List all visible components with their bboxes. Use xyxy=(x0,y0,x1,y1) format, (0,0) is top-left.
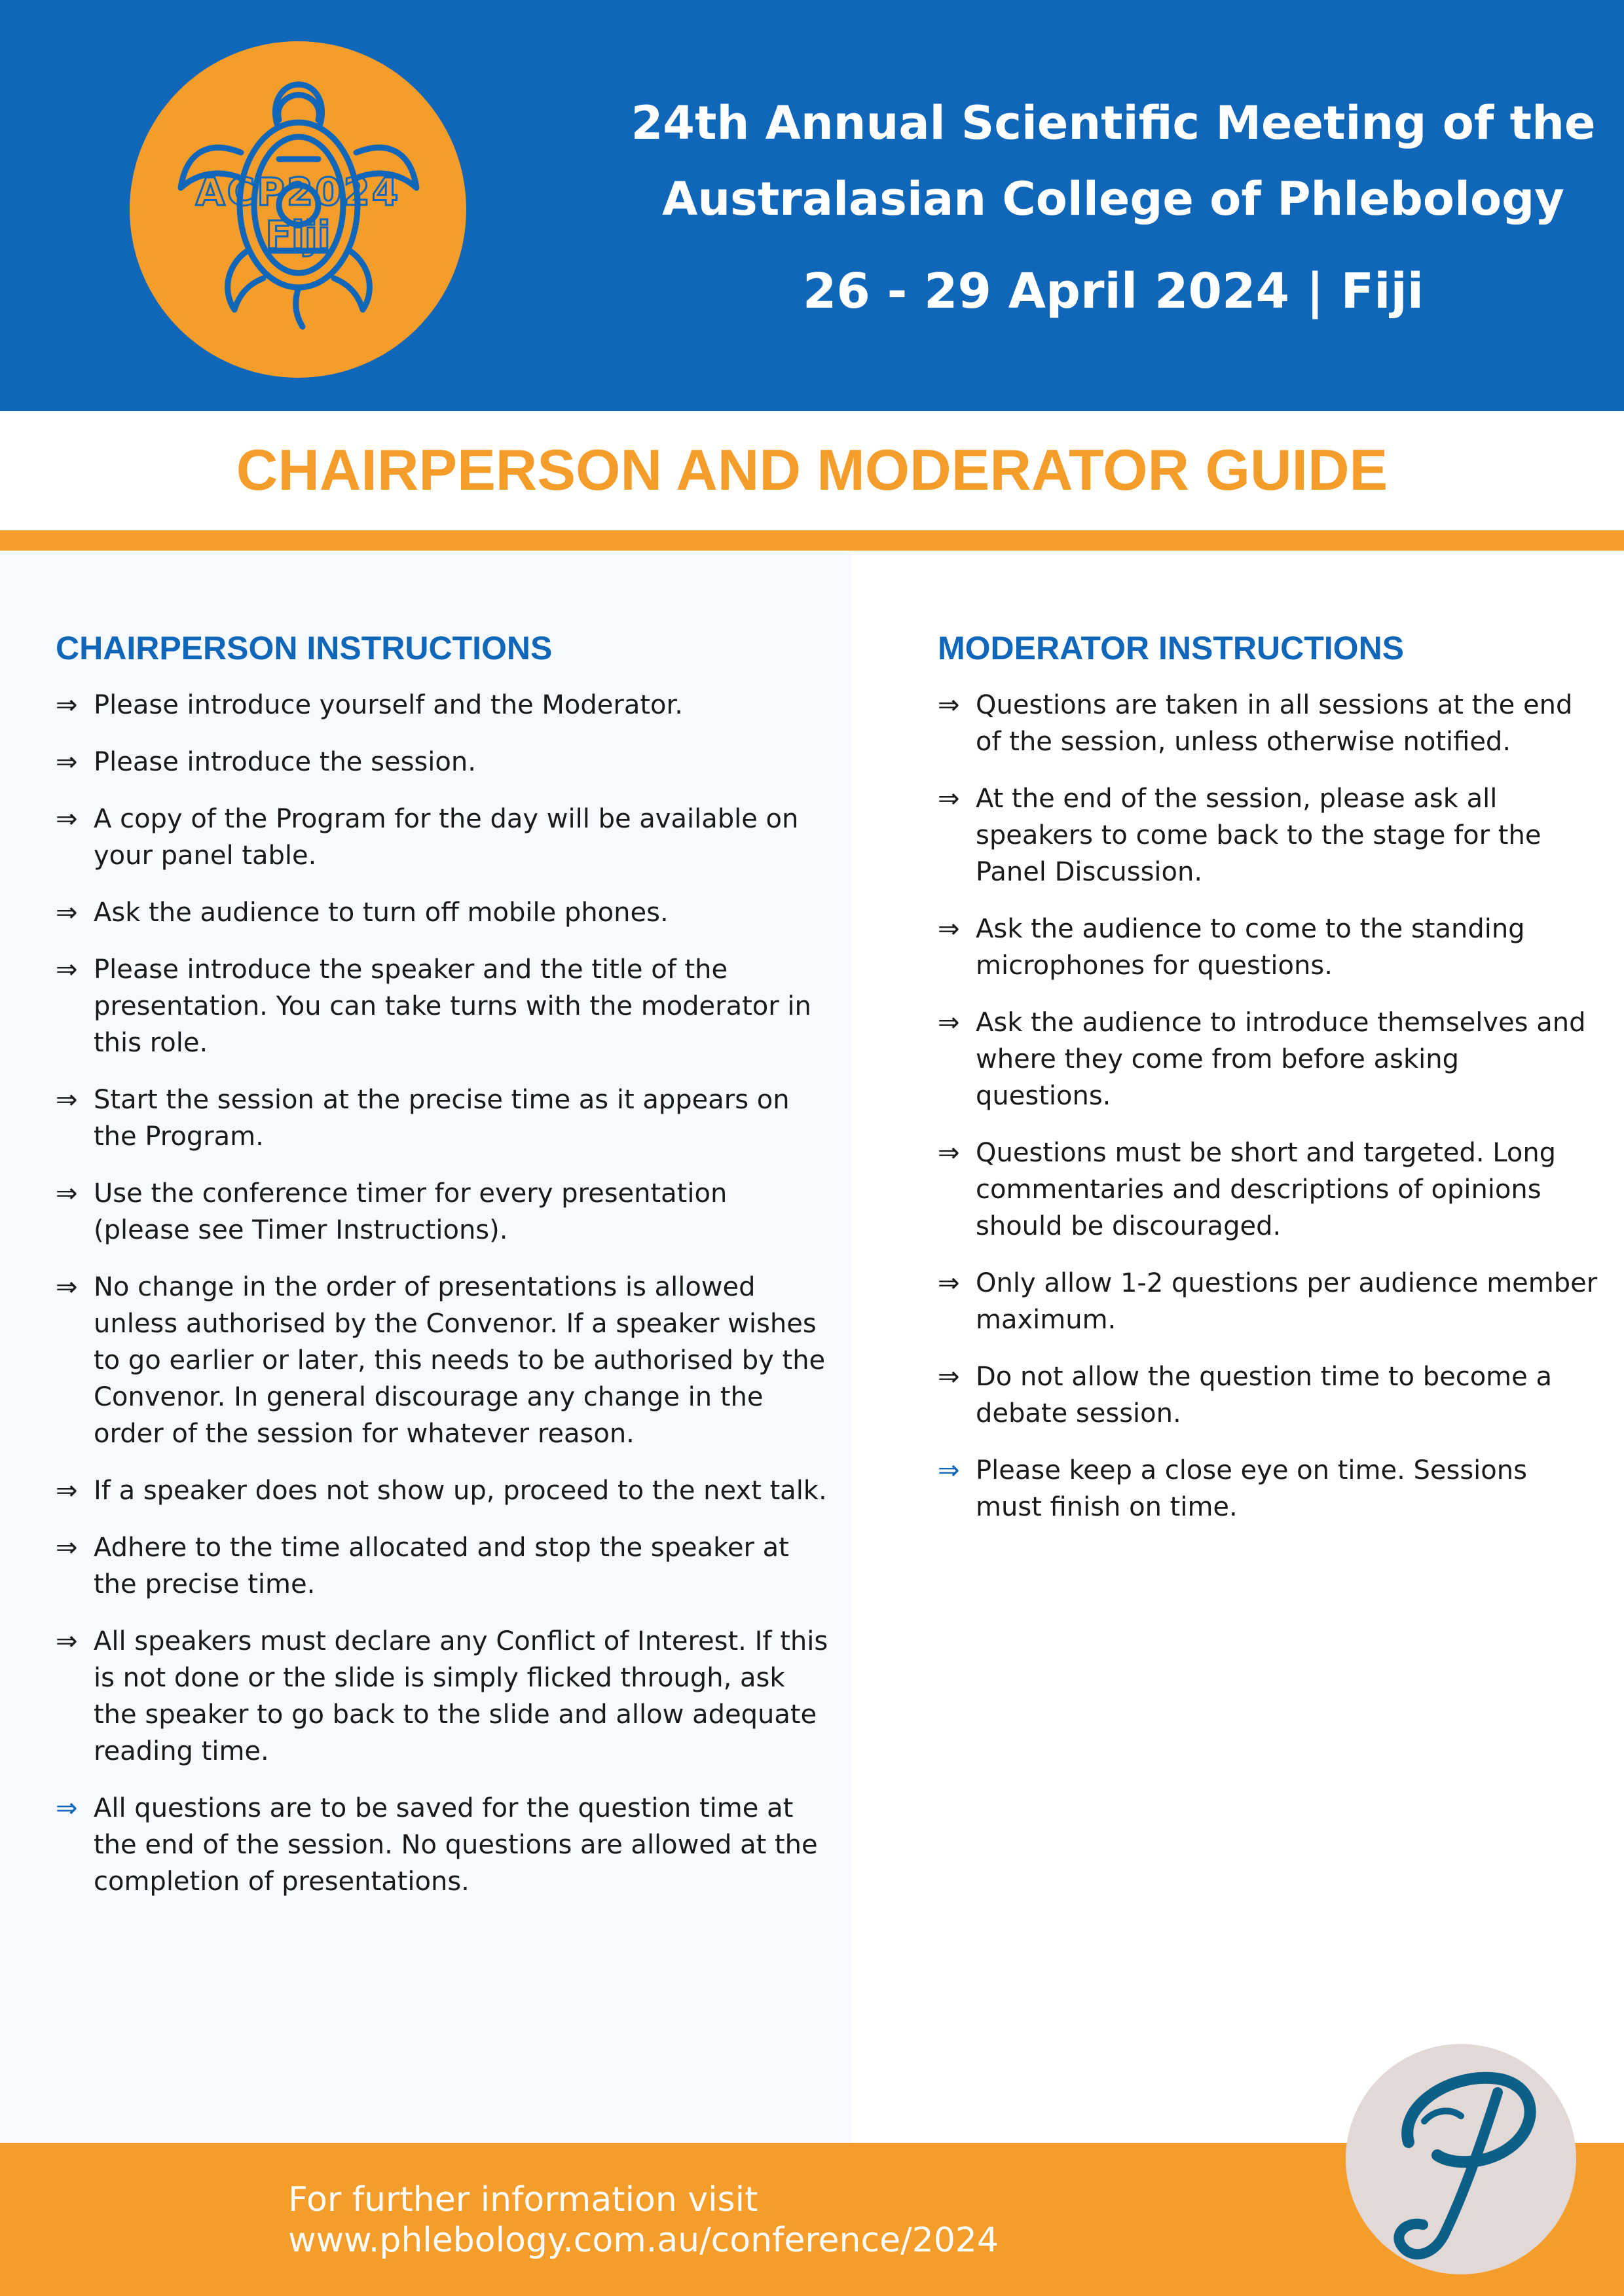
list-item xyxy=(56,1623,828,1770)
list-item-text: Please introduce the session. xyxy=(94,747,476,777)
acp2024-logo xyxy=(130,41,466,378)
double-arrow-icon: ⇒ xyxy=(938,1138,960,1168)
double-arrow-icon: ⇒ xyxy=(938,784,960,814)
list-item xyxy=(938,1004,1599,1114)
list-item xyxy=(938,1135,1599,1245)
list-item-text: If a speaker does not show up, proceed to the next talk. xyxy=(94,1476,827,1506)
list-item-text: Please introduce the speaker and the title of the presentation. You can take turns with the moderator in this role. xyxy=(94,955,811,1058)
double-arrow-icon: ⇒ xyxy=(56,1533,78,1563)
list-item-text: Questions are taken in all sessions at the end of the session, unless otherwise notified. xyxy=(976,690,1573,757)
list-item xyxy=(56,1269,828,1452)
list-item xyxy=(56,951,828,1061)
double-arrow-icon: ⇒ xyxy=(938,1362,960,1392)
list-item xyxy=(56,1472,828,1509)
divider-bar xyxy=(0,530,1624,551)
header-banner xyxy=(0,0,1624,411)
footer-info-line: For further information visit xyxy=(288,2180,758,2219)
double-arrow-icon: ⇒ xyxy=(56,1626,78,1656)
list-item-text: Ask the audience to turn off mobile phones. xyxy=(94,898,669,928)
meeting-date-location: 26 - 29 April 2024 | Fiji xyxy=(802,263,1424,319)
double-arrow-icon: ⇒ xyxy=(56,1476,78,1506)
chairperson-section xyxy=(56,625,828,1920)
double-arrow-icon: ⇒ xyxy=(56,898,78,928)
list-item-text: At the end of the session, please ask all speakers to come back to the stage for the Panel Discussion. xyxy=(976,784,1541,887)
list-item-text: Please keep a close eye on time. Sessions must finish on time. xyxy=(976,1455,1527,1522)
script-p-logo-icon xyxy=(1346,2044,1576,2274)
double-arrow-icon: ⇒ xyxy=(56,690,78,720)
list-item-text: A copy of the Program for the day will be available on your panel table. xyxy=(94,804,799,871)
list-item-text: Please introduce yourself and the Moderator. xyxy=(94,690,683,720)
list-item-text: No change in the order of presentations is allowed unless authorised by the Convenor. If a speaker wishes to go earlier or later, this needs to be authorised by the Convenor. In general discourage any change in the order of the session for whatever reason. xyxy=(94,1272,826,1449)
chairperson-list xyxy=(56,687,828,1900)
double-arrow-icon: ⇒ xyxy=(938,1268,960,1298)
list-item-text: Start the session at the precise time as it appears on the Program. xyxy=(94,1085,790,1152)
list-item xyxy=(56,687,828,723)
list-item xyxy=(938,1452,1599,1525)
double-arrow-icon: ⇒ xyxy=(56,1178,78,1209)
list-item-text: All questions are to be saved for the question time at the end of the session. No questions are allowed at the completion of presentations. xyxy=(94,1793,818,1897)
double-arrow-icon: ⇒ xyxy=(938,914,960,944)
list-item-text: Questions must be short and targeted. Long commentaries and descriptions of opinions should be discouraged. xyxy=(976,1138,1557,1241)
double-arrow-icon: ⇒ xyxy=(938,1008,960,1038)
list-item xyxy=(938,1265,1599,1338)
list-item xyxy=(56,1082,828,1155)
chairperson-heading: CHAIRPERSON INSTRUCTIONS xyxy=(56,630,553,666)
footer-link[interactable]: www.phlebology.com.au/conference/2024 xyxy=(288,2221,999,2260)
list-item xyxy=(938,1358,1599,1432)
list-item xyxy=(938,911,1599,984)
meeting-title-line2: Australasian College of Phlebology xyxy=(662,172,1564,226)
list-item-text: Use the conference timer for every presentation (please see Timer Instructions). xyxy=(94,1178,728,1245)
double-arrow-icon: ⇒ xyxy=(56,804,78,834)
double-arrow-icon: ⇒ xyxy=(56,747,78,777)
list-item xyxy=(938,780,1599,890)
list-item xyxy=(56,894,828,931)
list-item-text: Adhere to the time allocated and stop the speaker at the precise time. xyxy=(94,1533,789,1599)
list-item xyxy=(56,1175,828,1248)
double-arrow-icon: ⇒ xyxy=(56,955,78,985)
script-p-glyph xyxy=(1346,2044,1576,2274)
moderator-heading: MODERATOR INSTRUCTIONS xyxy=(938,630,1405,666)
moderator-section xyxy=(938,625,1599,1546)
double-arrow-icon: ⇒ xyxy=(938,1455,960,1485)
guide-title: CHAIRPERSON AND MODERATOR GUIDE xyxy=(236,437,1388,502)
list-item xyxy=(56,1529,828,1603)
list-item-text: Ask the audience to introduce themselves and where they come from before asking questions. xyxy=(976,1008,1586,1111)
list-item xyxy=(56,801,828,874)
list-item xyxy=(56,1790,828,1900)
list-item-text: Ask the audience to come to the standing microphones for questions. xyxy=(976,914,1525,981)
double-arrow-icon: ⇒ xyxy=(56,1272,78,1302)
list-item-text: Do not allow the question time to become a debate session. xyxy=(976,1362,1552,1429)
double-arrow-icon: ⇒ xyxy=(56,1793,78,1823)
list-item-text: All speakers must declare any Conflict of Interest. If this is not done or the slide is simply flicked through, ask the speaker to go back to the slide and allow adequate reading time. xyxy=(94,1626,828,1766)
logo-text-acp2024: ACP2024 xyxy=(195,170,401,214)
meeting-title-line1: 24th Annual Scientific Meeting of the xyxy=(631,96,1596,150)
logo-text-fiji: Fiji xyxy=(265,213,331,257)
double-arrow-icon: ⇒ xyxy=(56,1085,78,1115)
meeting-title xyxy=(616,85,1611,319)
footer-info xyxy=(288,2179,999,2261)
list-item xyxy=(938,687,1599,760)
list-item-text: Only allow 1-2 questions per audience member maximum. xyxy=(976,1268,1598,1335)
double-arrow-icon: ⇒ xyxy=(938,690,960,720)
list-item xyxy=(56,744,828,780)
moderator-list xyxy=(938,687,1599,1525)
